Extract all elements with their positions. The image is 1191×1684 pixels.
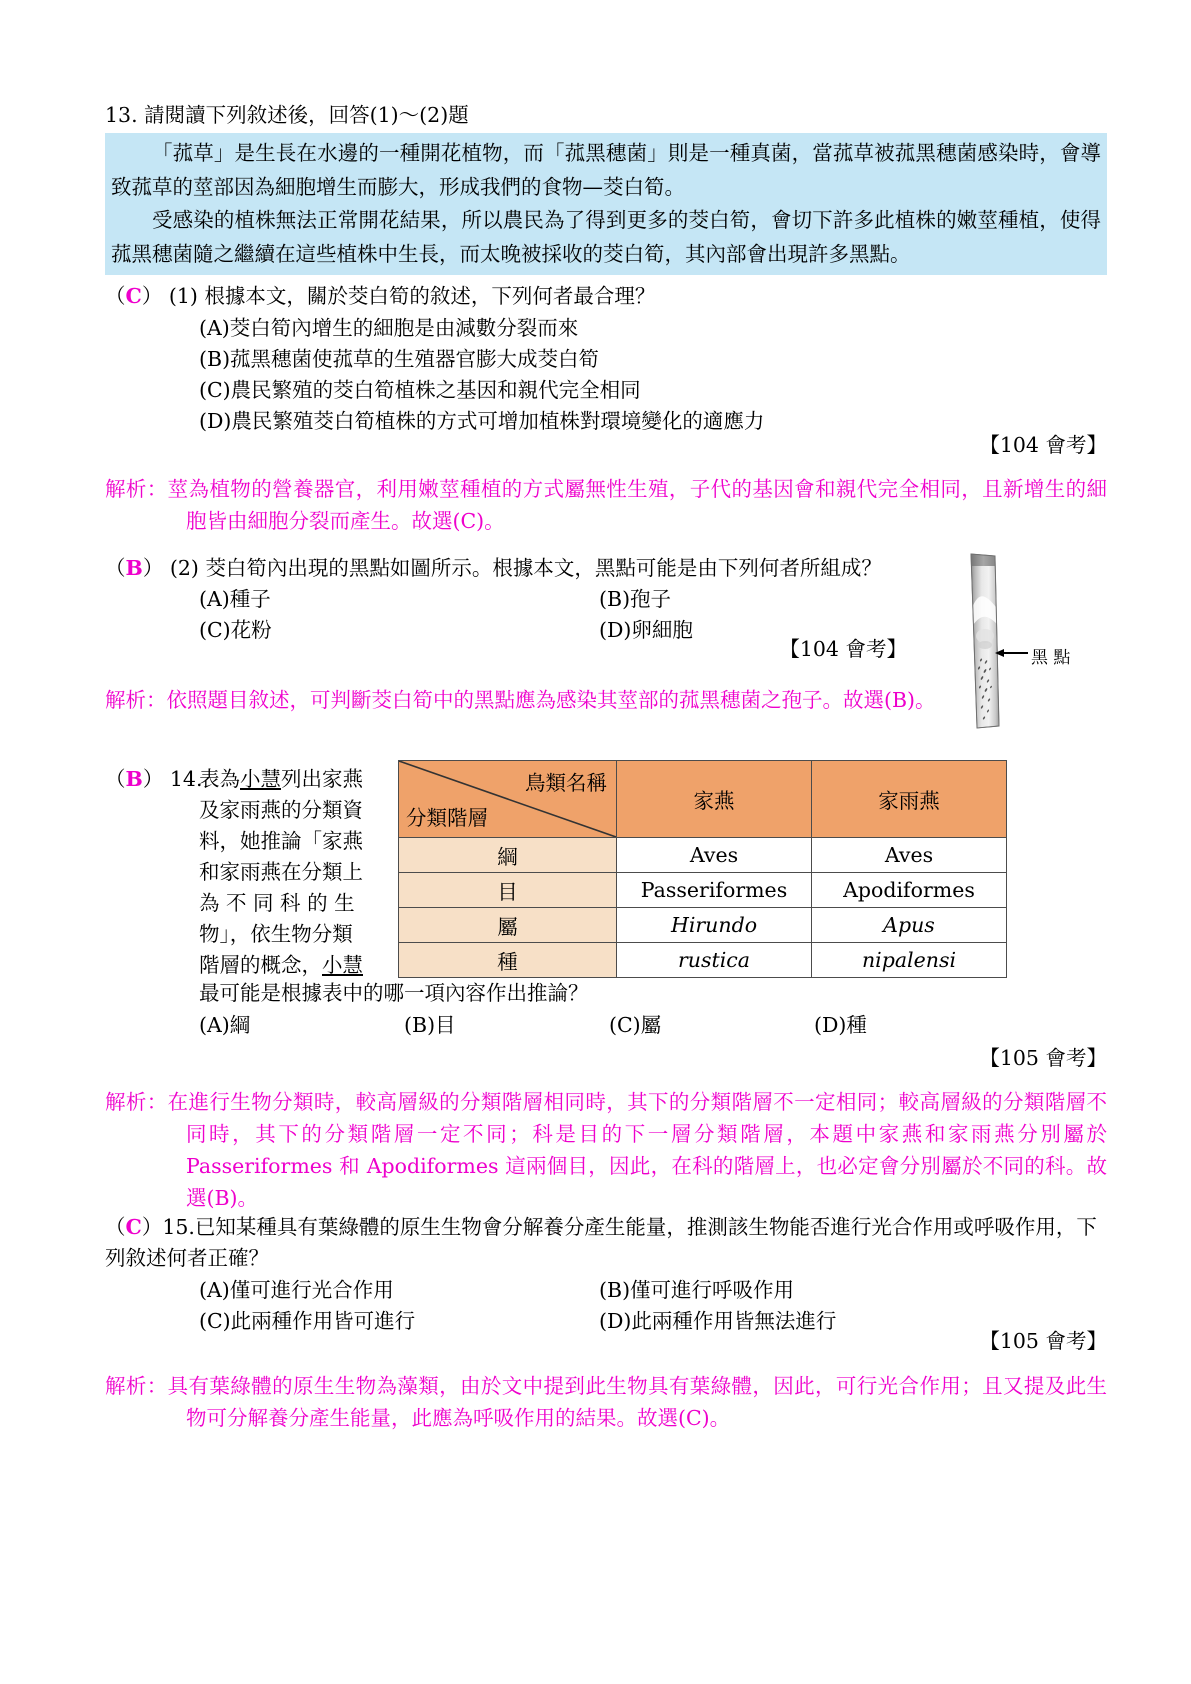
stem-line-5: 為 不 同 科 的 生 — [199, 891, 355, 915]
option-d[interactable]: (D)卵細胞 — [599, 618, 693, 642]
option-a[interactable]: (A)綱 — [199, 1013, 251, 1037]
option-d[interactable]: (D)種 — [814, 1013, 867, 1037]
explanation-text: 依照題目敘述，可判斷茭白筍中的黑點應為感染其莖部的菰黑穗菌之孢子。故選(B)。 — [166, 688, 936, 712]
cell-value: Apodiformes — [812, 873, 1007, 908]
question-13-2-stem: 茭白筍內出現的黑點如圖所示。根據本文，黑點可能是由下列何者所組成？ — [205, 556, 882, 580]
stem-line-3: 料，她推論「家燕 — [199, 829, 363, 853]
option-c[interactable]: (C)屬 — [609, 1013, 662, 1037]
explanation-13-1 — [105, 473, 1107, 537]
answer-marker-15: （C） — [105, 1215, 163, 1239]
question-15-stem: 已知某種具有葉綠體的原生生物會分解養分產生能量，推測該生物能否進行光合作用或呼吸作用，下列敘述何者正確？ — [105, 1215, 1097, 1270]
explanation-text: 在進行生物分類時，較高層級的分類階層相同時，其下的分類階層不一定相同；較高層級的分類階層不同時，其下的分類階層一定不同；科是目的下一層分類階層，本題中家燕和家雨燕分別屬於 Passeriformes 和 Apodiformes 這兩個目，因此，在科的階層上，也必定會分別屬於不同的科。故選(B)。 — [167, 1090, 1108, 1210]
stem-line-7: 階層的概念，小慧 — [199, 953, 363, 977]
rank-label: 目 — [399, 873, 617, 908]
cell-value: rustica — [617, 943, 812, 978]
column-header-1: 家燕 — [617, 761, 812, 838]
exam-source-14: 【105 會考】 — [979, 1046, 1107, 1070]
pointer-arrow-icon — [995, 645, 1029, 661]
stem-line-4: 和家雨燕在分類上 — [199, 860, 363, 884]
taxonomy-table — [398, 760, 1007, 978]
table-row — [399, 838, 1007, 873]
figure-label-black-dots: 黑 點 — [1031, 648, 1071, 668]
bamboo-shoot-photo — [955, 550, 1015, 730]
sub-question-label: (1) — [168, 284, 198, 308]
exam-source-15: 【105 會考】 — [979, 1329, 1107, 1353]
question-15-row — [105, 1212, 1107, 1274]
question-13-1-row — [105, 281, 655, 312]
explanation-14 — [105, 1086, 1107, 1214]
rank-label: 種 — [399, 943, 617, 978]
person-name-xiaohui: 小慧 — [322, 953, 363, 977]
option-b[interactable]: (B)目 — [404, 1013, 456, 1037]
question-13-stem: 請閱讀下列敘述後，回答(1)～(2)題 — [144, 103, 469, 127]
passage-paragraph-1: 「菰草」是生長在水邊的一種開花植物，而「菰黑穗菌」則是一種真菌，當菰草被菰黑穗菌感染時，會導致菰草的莖部因為細胞增生而膨大，形成我們的食物—茭白筍。 — [111, 141, 1101, 199]
option-c[interactable]: (C)農民繁殖的茭白筍植株之基因和親代完全相同 — [199, 378, 641, 402]
explanation-label: 解析： — [105, 1374, 168, 1398]
answer-letter: B — [125, 556, 143, 580]
question-14-marker — [105, 764, 202, 795]
corner-label-bird-name: 鳥類名稱 — [525, 771, 607, 795]
option-c[interactable]: (C)此兩種作用皆可進行 — [199, 1309, 416, 1333]
question-13-1-stem: 根據本文，關於茭白筍的敘述，下列何者最合理？ — [204, 284, 656, 308]
question-13-1-options — [199, 313, 764, 437]
question-13-2-row — [105, 553, 882, 584]
explanation-label: 解析： — [105, 1090, 168, 1114]
table-row — [399, 908, 1007, 943]
table-header-row — [399, 761, 1007, 838]
table-row — [399, 943, 1007, 978]
passage-paragraph-2: 受感染的植株無法正常開花結果，所以農民為了得到更多的茭白筍，會切下許多此植株的嫩莖種植，使得菰黑穗菌隨之繼續在這些植株中生長，而太晚被採收的茭白筍，其內部會出現許多黑點。 — [111, 208, 1101, 266]
explanation-label: 解析： — [105, 688, 167, 712]
question-14-stem — [199, 764, 414, 981]
sub-question-label: (2) — [169, 556, 199, 580]
bamboo-shoot-figure — [955, 550, 1105, 730]
reading-passage — [105, 133, 1107, 275]
stem-line-2: 及家雨燕的分類資 — [199, 798, 363, 822]
answer-marker-13-1: （C） — [105, 284, 163, 308]
exam-source-13-2: 【104 會考】 — [779, 637, 907, 661]
answer-marker-14: （B） — [105, 767, 164, 791]
question-15-number: 15. — [162, 1215, 195, 1239]
cell-value: Aves — [812, 838, 1007, 873]
option-b[interactable]: (B)孢子 — [599, 587, 672, 611]
option-c[interactable]: (C)花粉 — [199, 618, 272, 642]
option-b[interactable]: (B)僅可進行呼吸作用 — [599, 1278, 795, 1302]
answer-letter: B — [125, 767, 143, 791]
stem-line-6: 物」，依生物分類 — [199, 922, 353, 946]
cell-value: Aves — [617, 838, 812, 873]
question-13-number: 13. — [105, 103, 138, 127]
option-a[interactable]: (A)種子 — [199, 587, 271, 611]
answer-letter: C — [125, 1215, 142, 1239]
option-d[interactable]: (D)農民繁殖茭白筍植株的方式可增加植株對環境變化的適應力 — [199, 409, 765, 433]
cell-value: Apus — [812, 908, 1007, 943]
option-d[interactable]: (D)此兩種作用皆無法進行 — [599, 1309, 837, 1333]
question-14-number: 14. — [169, 767, 203, 791]
option-a[interactable]: (A)僅可進行光合作用 — [199, 1278, 394, 1302]
exam-source-13-1: 【104 會考】 — [979, 433, 1107, 457]
explanation-13-2 — [105, 684, 945, 716]
table-row — [399, 873, 1007, 908]
question-13-heading — [105, 100, 469, 131]
explanation-label: 解析： — [105, 477, 168, 501]
cell-value: nipalensi — [812, 943, 1007, 978]
table-corner-cell — [399, 761, 617, 838]
cell-value: Passeriformes — [617, 873, 812, 908]
stem-line-1: 表為小慧列出家燕 — [199, 767, 363, 791]
column-header-2: 家雨燕 — [812, 761, 1007, 838]
question-14-stem-tail: 最可能是根據表中的哪一項內容作出推論？ — [199, 981, 589, 1005]
question-14-options — [199, 1010, 1029, 1041]
cell-value: Hirundo — [617, 908, 812, 943]
explanation-text: 莖為植物的營養器官，利用嫩莖種植的方式屬無性生殖，子代的基因會和親代完全相同，且新增生的細胞皆由細胞分裂而產生。故選(C)。 — [167, 477, 1108, 533]
explanation-text: 具有葉綠體的原生生物為藻類，由於文中提到此生物具有葉綠體，因此，可行光合作用；且又提及此生物可分解養分產生能量，此應為呼吸作用的結果。故選(C)。 — [167, 1374, 1108, 1430]
option-b[interactable]: (B)菰黑穗菌使菰草的生殖器官膨大成茭白筍 — [199, 347, 600, 371]
rank-label: 綱 — [399, 838, 617, 873]
explanation-15 — [105, 1370, 1107, 1434]
rank-label: 屬 — [399, 908, 617, 943]
person-name-xiaohui: 小慧 — [240, 767, 281, 791]
answer-letter: C — [125, 284, 142, 308]
corner-label-rank: 分類階層 — [406, 806, 488, 830]
answer-marker-13-2: （B） — [105, 556, 164, 580]
option-a[interactable]: (A)茭白筍內增生的細胞是由減數分裂而來 — [199, 316, 579, 340]
